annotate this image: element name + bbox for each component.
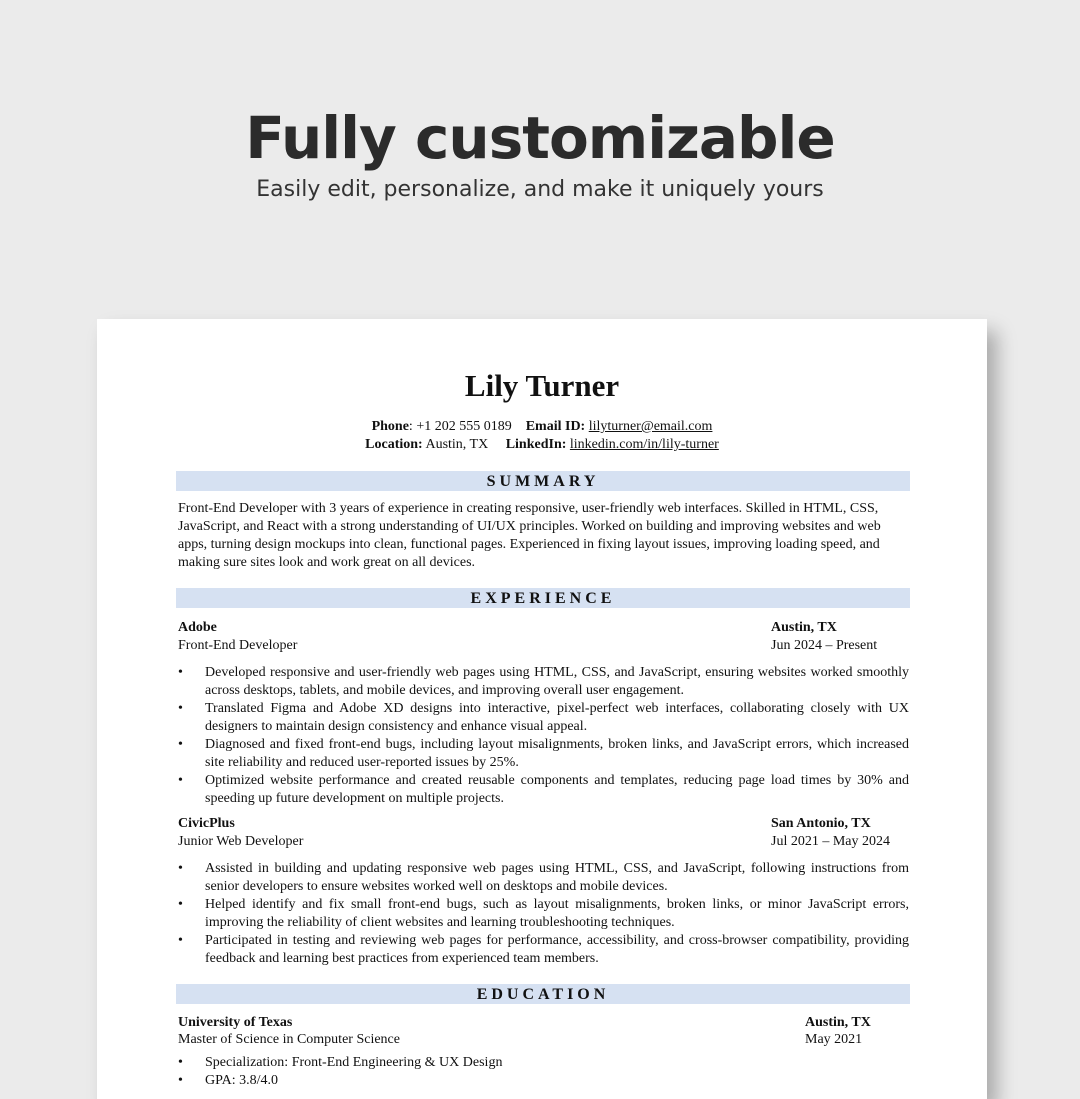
- job-role: Junior Web Developer: [178, 834, 304, 849]
- list-item: • GPA: 3.8/4.0: [178, 1072, 909, 1090]
- job-bullets: [178, 664, 909, 808]
- education-bullets: [178, 1054, 909, 1090]
- job-dates: Jun 2024 – Present: [771, 638, 878, 653]
- job-location: San Antonio, TX: [771, 816, 871, 831]
- resume-name: Lily Turner: [464, 368, 620, 403]
- graduation-date: May 2021: [805, 1032, 863, 1047]
- list-item: • Assisted in building and updating responsive web pages using HTML, CSS, and JavaScript, following instructions from senior developers to ensure websites worked well on desktops and mobile devices.: [178, 860, 909, 896]
- location-value: Austin, TX: [425, 437, 489, 452]
- school-name: University of Texas: [178, 1015, 293, 1030]
- linkedin-label: LinkedIn:: [505, 437, 567, 452]
- list-item: • Specialization: Front-End Engineering & UX Design: [178, 1054, 909, 1072]
- list-item: • Optimized website performance and created reusable components and templates, reducing page load times by 30% and speeding up future development on multiple projects.: [178, 772, 909, 808]
- contact-line-2: [97, 436, 987, 454]
- phone-label: Phone: [371, 419, 409, 434]
- summary-text: Front-End Developer with 3 years of experience in creating responsive, user-friendly web interfaces. Skilled in HTML, CSS, JavaScript, and React with a strong understanding of UI/UX principles. Worked on building and improving websites and web apps, turning design mockups into clean, functional pages. Experienced in fixing layout issues, improving loading speed, and making sure sites look and work great on all devices.: [178, 501, 881, 570]
- job-company: Adobe: [178, 620, 217, 635]
- job-dates: Jul 2021 – May 2024: [771, 834, 890, 849]
- degree: Master of Science in Computer Science: [178, 1032, 400, 1047]
- list-item: • Translated Figma and Adobe XD designs into interactive, pixel-perfect web interfaces, collaborating closely with UX designers to maintain design consistency and enhance visual appeal.: [178, 700, 909, 736]
- list-item: • Developed responsive and user-friendly web pages using HTML, CSS, and JavaScript, ensuring websites worked smoothly across desktops, tablets, and mobile devices, and improving overall user engagement.: [178, 664, 909, 700]
- phone-value: +1 202 555 0189: [416, 419, 512, 434]
- list-item: • Diagnosed and fixed front-end bugs, including layout misalignments, broken links, and JavaScript errors, which increased site reliability and reduced user-reported issues by 25%.: [178, 736, 909, 772]
- location-label: Location:: [365, 437, 423, 452]
- job-company: CivicPlus: [178, 816, 235, 831]
- school-location: Austin, TX: [805, 1015, 871, 1030]
- job-role: Front-End Developer: [178, 638, 298, 653]
- hero-title: Fully customizable: [245, 104, 835, 172]
- list-item: • Helped identify and fix small front-end bugs, such as layout misalignments, broken links, or minor JavaScript errors, improving the reliability of client websites and learning troubleshooting techniques.: [178, 896, 909, 932]
- summary-heading: SUMMARY: [176, 471, 910, 491]
- hero-subtitle: Easily edit, personalize, and make it uniquely yours: [256, 177, 824, 202]
- email-link[interactable]: lilyturner@email.com: [588, 419, 713, 434]
- contact-line-1: Phone: +1 202 555 0189 Email ID: lilyturner@email.com: [371, 419, 713, 434]
- resume-page: [97, 319, 987, 1099]
- job-bullets: [178, 860, 909, 968]
- education-heading: EDUCATION: [176, 984, 910, 1004]
- linkedin-link[interactable]: linkedin.com/in/lily-turner: [569, 437, 719, 452]
- email-label: Email ID:: [525, 419, 586, 434]
- experience-heading: EXPERIENCE: [176, 588, 910, 608]
- list-item: • Participated in testing and reviewing web pages for performance, accessibility, and cross-browser compatibility, providing feedback and learning best practices from experienced team members.: [178, 932, 909, 968]
- job-location: Austin, TX: [771, 620, 837, 635]
